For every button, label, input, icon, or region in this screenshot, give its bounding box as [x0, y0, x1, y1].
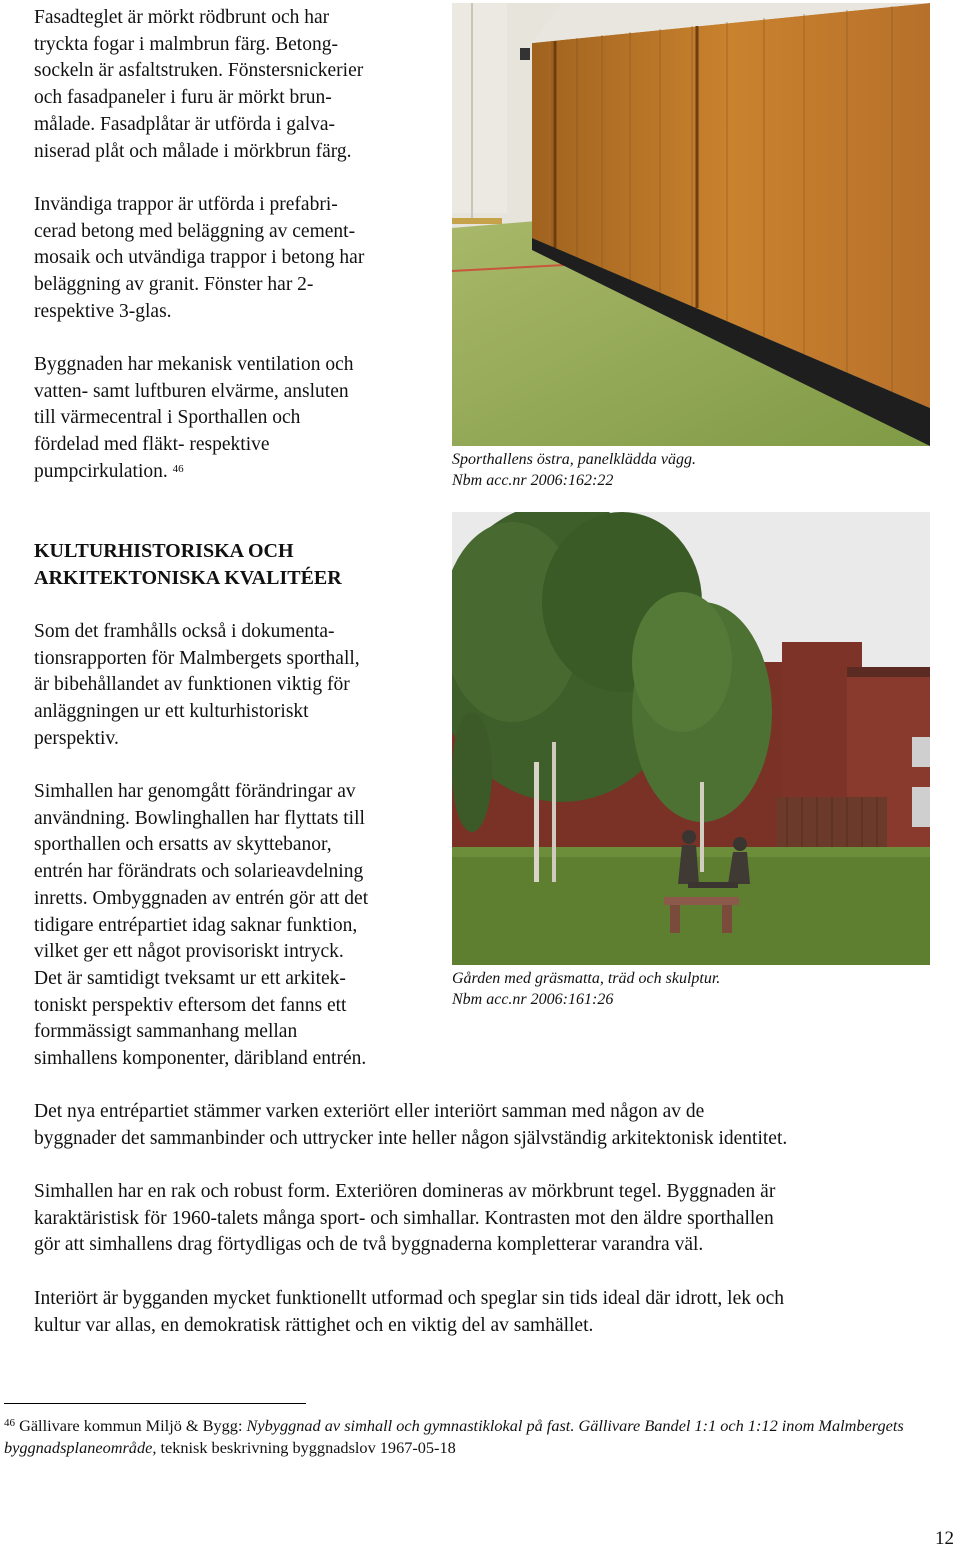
figure-caption-2: Gården med gräsmatta, träd och skulptur. Nbm acc.nr 2006:161:26 — [452, 970, 721, 1008]
paragraph-ventilation — [34, 352, 354, 486]
page-number: 12 — [935, 1528, 954, 1549]
paragraph-stairs: Invändiga trappor är utförda i prefabri- cerad betong med beläggning av cement- mosaik och utvändiga trappor i betong har beläggning av granit. Fönster har 2- respektive 3-glas. — [34, 194, 365, 322]
figure-caption-1: Sporthallens östra, panelklädda vägg. Nbm acc.nr 2006:162:22 — [452, 451, 696, 489]
footnote-title: Nybyggnad av simhall och gymnastiklokal på fast. Gällivare Bandel 1:1 och 1:12 inom Malmbergets byggnadsplaneområde, — [4, 1416, 904, 1457]
footnote-text-b: teknisk beskrivning byggnadslov 1967-05-18 — [156, 1438, 456, 1457]
footnote-reference: 46 — [172, 462, 184, 475]
paragraph-entrance: Det nya entrépartiet stämmer varken exteriört eller interiört samman med någon av de byggnader det sammanbinder och uttrycker inte heller någon självständig arkitektonisk identitet. — [34, 1101, 788, 1149]
paragraph-ventilation-text: Byggnaden har mekanisk ventilation och vatten- samt luftburen elvärme, ansluten till värmecentral i Sporthallen och fördelad med fläkt- respektive pumpcirkulation. — [34, 354, 354, 482]
footnote-divider — [4, 1403, 306, 1404]
paragraph-changes: Simhallen har genomgått förändringar av användning. Bowlinghallen har flyttats till sporthallen och ersatts av skyttebanor, entrén har förändrats och solarieavdelning inretts. Ombyggnaden av entrén gör att det tidigare entrépartiet idag saknar funktion, vilket ger ett något provisoriskt intryck. Det är samtidigt tveksamt ur ett arkitek- toniskt perspektiv eftersom det fanns ett formmässigt sammanhang mellan simhallens komponenter, däribland entrén. — [34, 781, 369, 1070]
section-heading: KULTURHISTORISKA OCH ARKITEKTONISKA KVALITÉER — [34, 540, 342, 589]
paragraph-interior: Interiört är bygganden mycket funktionellt utformad och speglar sin tids ideal där idrott, lek och kultur var allas, en demokratisk rättighet och en viktig del av samhället. — [34, 1288, 784, 1336]
photo-courtyard-sculpture — [452, 512, 930, 965]
footnote-text-a: Gällivare kommun Miljö & Bygg: — [15, 1416, 247, 1435]
footnote-number: 46 — [4, 1417, 15, 1429]
paragraph-cultural-value: Som det framhålls också i dokumenta- tionsrapporten för Malmbergets sporthall, är bibehållandet av funktionen viktig för anläggningen ur ett kulturhistoriskt perspektiv. — [34, 621, 360, 749]
footnote — [4, 1415, 956, 1459]
paragraph-form: Simhallen har en rak och robust form. Exteriören domineras av mörkbrunt tegel. Byggnaden är karaktäristisk för 1960-talets många sport- och simhallar. Kontrasten mot den äldre sporthallen gör att simhallens drag förtydligas och de två byggnaderna kompletterar varandra väl. — [34, 1181, 776, 1256]
photo-panelled-wall — [452, 3, 930, 446]
paragraph-facade: Fasadteglet är mörkt rödbrunt och har tryckta fogar i malmbrun färg. Betong- sockeln är asfaltstruken. Fönstersnickerier och fasadpaneler i furu är mörkt brun- målade. Fasadplåtar är utförda i galva- niserad plåt och målade i mörkbrun färg. — [34, 7, 364, 162]
